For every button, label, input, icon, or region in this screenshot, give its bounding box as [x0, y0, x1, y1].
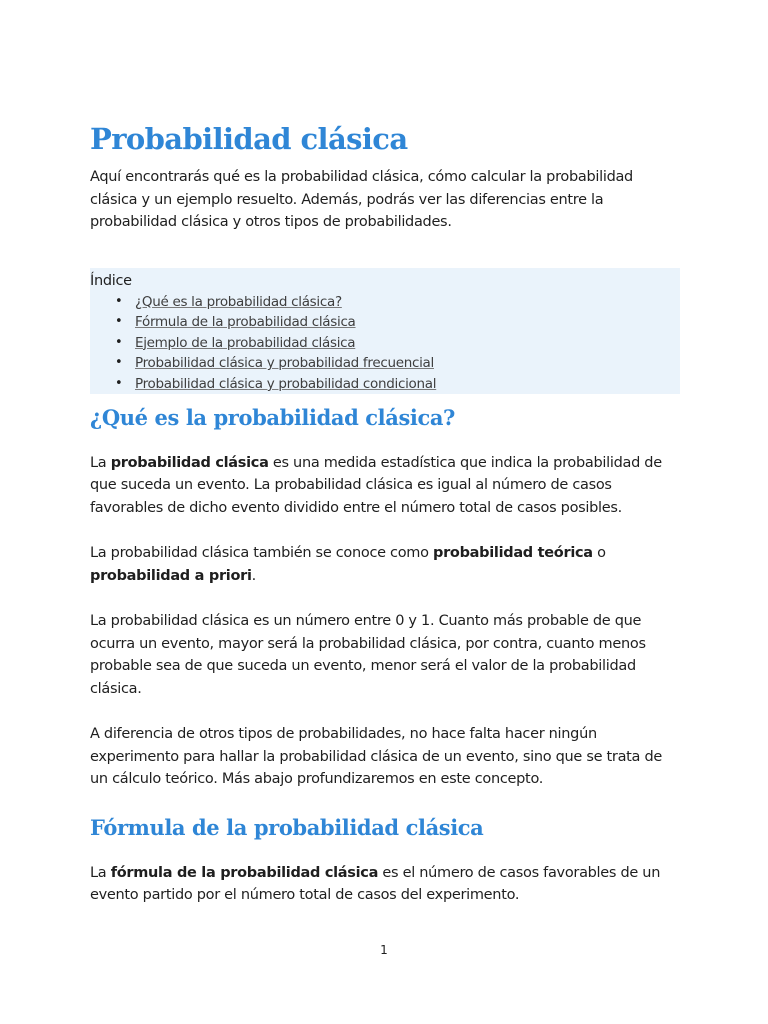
page-number: 1 — [380, 943, 388, 957]
bullet-icon: • — [115, 355, 123, 371]
section-heading-formula: Fórmula de la probabilidad clásica — [90, 814, 484, 840]
bullet-icon: • — [115, 375, 123, 391]
bullet-icon: • — [115, 334, 123, 350]
definition-paragraph: La probabilidad clásica es una medida estadística que indica la probabilidad de que suceda un evento. La probabilidad clásica es igual al número de casos favorables de dicho evento dividido entre el número total de casos posibles. — [90, 454, 662, 516]
bullet-icon: • — [115, 293, 123, 309]
toc-link-condicional[interactable]: Probabilidad clásica y probabilidad condicional — [135, 375, 437, 392]
alias-paragraph: La probabilidad clásica también se conoce como probabilidad teórica o probabilidad a priori. — [90, 545, 606, 584]
bullet-icon: • — [115, 314, 123, 330]
toc-list — [90, 292, 680, 395]
toc-title: Índice — [90, 272, 132, 289]
toc-item — [115, 333, 680, 354]
toc-link-que-es[interactable]: ¿Qué es la probabilidad clásica? — [135, 293, 342, 310]
document-page — [90, 120, 680, 930]
formula-paragraph: La fórmula de la probabilidad clásica es el número de casos favorables de un evento partido por el número total de casos del experimento. — [90, 864, 661, 903]
page-title: Probabilidad clásica — [90, 122, 408, 156]
toc-item — [115, 353, 680, 374]
range-paragraph: La probabilidad clásica es un número entre 0 y 1. Cuanto más probable de que ocurra un evento, mayor será la probabilidad clásica, por contra, cuanto menos probable sea de que suceda un evento, menor será el valor de la probabilidad clásica. — [90, 613, 646, 697]
section-heading-que-es: ¿Qué es la probabilidad clásica? — [90, 404, 455, 430]
toc-link-formula[interactable]: Fórmula de la probabilidad clásica — [135, 314, 356, 331]
toc-item — [115, 292, 680, 313]
toc-link-ejemplo[interactable]: Ejemplo de la probabilidad clásica — [135, 334, 356, 351]
toc-item — [115, 374, 680, 395]
toc-link-frecuencial[interactable]: Probabilidad clásica y probabilidad frecuencial — [135, 355, 434, 372]
difference-paragraph: A diferencia de otros tipos de probabilidades, no hace falta hacer ningún experimento para hallar la probabilidad clásica de un evento, sino que se trata de un cálculo teórico. Más abajo profundizaremos en este concepto. — [90, 726, 662, 787]
table-of-contents — [90, 268, 680, 394]
toc-item — [115, 312, 680, 333]
intro-paragraph: Aquí encontrarás qué es la probabilidad clásica, cómo calcular la probabilidad clásica y un ejemplo resuelto. Además, podrás ver las diferencias entre la probabilidad clásica y otros tipos de probabilidades. — [90, 169, 633, 230]
